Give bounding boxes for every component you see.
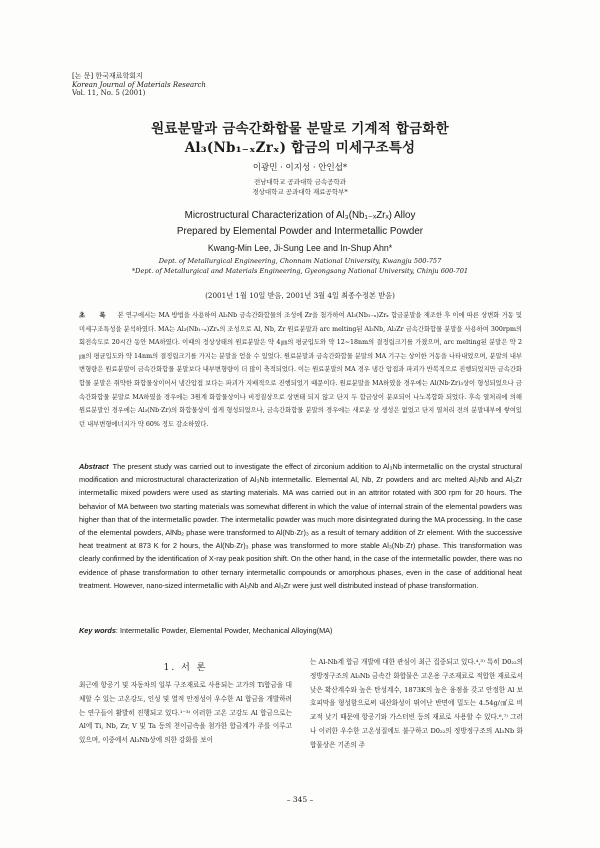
abstract-korean-text: 본 연구에서는 MA 방법을 사용하여 Al₃Nb 금속간화합물의 조성에 Zr을 첨가하여 Al₃(Nb₁₋ₓ)Zrₓ 합금분말을 제조한 후 이에 따른 상변화 거동 및 미세구조특성을 분석하였다. MA는 Al₃(Nb₁₋ₓ)Zrₓ의 조성으로 Al, Nb, Zr 원료분말과 arc melting된 Al₃Nb, Al₃Zr 금속간화합물 분말을 사용하여 300rpm의 회전속도로 20시간 동안 MA하였다. 이때의 정상상태의 원료분말은 약 4㎛의 평균입도와 약 12~18nm의 결정립크기를 가졌으며, arc melting된 분말은 약 2㎛의 평균입도와 약 14nm의 결정립크기를 가지는 분말을 얻을 수 있었다. 원료분말과 금속간화합물 분말의 MA 기구는 상이한 거동을 나타내었으며, 분말의 내부변형량은 원료분말이 금속간화합물 분말보다 내부변형량이 더 많이 축적되었다. 이는 원료분말의 MA 경우 냉간 압접과 파괴가 반복적으로 진행되었지만 금속간화합물 분말은 취약한 화합물상이어서 냉간압접 보다는 파괴가 지배적으로 진행되었기 때문이다. 원료분말을 MA하였을 경우에는 Al(Nb·Zr)₃상이 형성되었으나 금속간화합물 분말로 MA하였을 경우에는 3원계 화합물상이나 비정질상으로 상변태 되지 않고 단지 두 합금상이 분포되어 나노복합화 되었다. 후속 열처리에 의해 원료분말인 경우에는 Al₃(Nb·Zr)의 화합물상이 쉽게 형성되었으나, 금속간화합물 분말의 경우에는 새로운 상 생성은 없었고 단지 열처리 전의 분말내부에 쌓여있던 내부변형에너지가 약 60% 정도 감소하였다. [79,312,523,428]
title-english [0,208,600,240]
journal-name-en: Korean Journal of Materials Research [72,80,206,89]
journal-volume: Vol. 11, No. 5 (2001) [72,89,146,97]
keywords [79,626,522,635]
affiliations-korean [0,177,600,197]
intro-left-column: 최근에 항공기 및 자동차의 일부 구조재료로 사용되는 고가의 Ti합금을 대체할 수 있는 고온강도, 인성 및 열적 안정성이 우수한 Al 합금을 개발하려는 연구들이 활발히 진행되고 있다.¹⁻³⁾ 이러한 고온 고강도 Al 합금으로는 Al에 Ti, Nb, Zr, V 및 Ta 등의 천이금속을 첨가한 합금계가 주를 이루고 있으며, 이중에서 Al₃Nb상에 의한 강화를 보이 [79,681,292,745]
affiliation-en-1: Dept. of Metallurgical Engineering, Chonnam National University, Kwangju 500-757 [158,257,442,265]
authors-english: Kwang-Min Lee, Ji-Sung Lee and In-Shup Ahn* [207,243,393,253]
journal-header [72,72,206,98]
affiliation-ko-2: 경상대학교 공과대학 재료공학부* [252,188,348,196]
title-korean-line1: 원료분말과 금속간화합물 분말로 기계적 합금화한 [151,121,449,137]
abstract-english [79,460,522,592]
title-korean-line2: Al₃(Nb₁₋ₓZrₓ) 합금의 미세구조특성 [184,140,416,156]
title-english-line2: Prepared by Elemental Powder and Intermetallic Powder [176,226,424,237]
abstract-korean [79,309,522,431]
keywords-text: : Intermetallic Powder, Elemental Powder, Mechanical Alloying(MA) [115,626,333,635]
page-number: – 345 – [286,795,314,804]
received-dates: (2001년 1월 10일 받음, 2001년 3월 4일 최종수정본 받음) [205,291,395,300]
affiliations-english [0,256,600,276]
abstract-english-label: Abstract [79,462,109,471]
affiliation-ko-1: 전남대학교 공과대학 금속공학과 [253,178,347,186]
abstract-korean-label: 초 록 [79,312,112,319]
keywords-label: Key words [79,626,116,635]
affiliation-en-2: *Dept. of Metallurgical and Materials Engineering, Gyeongsang National University, Chinju 600-701 [131,267,469,275]
intro-right-column: 는 Al-Nb계 합금 개발에 대한 관심이 최근 집중되고 있다.⁴,⁵⁾ 특히 D0₂₂의 정방정구조의 Al₃Nb 금속간 화합물은 고온용 구조재료로 적합한 재료로서 낮은 확산계수와 높은 탄성계수, 1873K의 높은 융점을 갖고 안정한 Al 보호피막을 형성함으로써 내산화성이 뛰어난 반면에 밀도는 4.54g/㎤로 비교적 낮기 때문에 항공기와 가스터빈 등의 재료로 사용할 수 있다.⁶,⁷⁾ 그러나 이러한 우수한 고온성질에도 불구하고 D0₂₂의 정방정구조의 Al₃Nb 화합물상은 기존의 주 [310,658,523,749]
journal-name-ko: [논 문] 한국재료학회지 [72,72,143,80]
section-title-introduction: 1. 서 론 [163,663,208,673]
authors-korean: 이광민 · 이지성 · 안인섭* [252,163,348,173]
abstract-english-text: The present study was carried out to investigate the effect of zirconium addition to Al₃Nb intermetallic on the crystal structural modification and microstructural characterization of Al₃Nb intermetallic. Elemental Al, Nb, Zr powders and arc melted Al₃Nb and Al₃Zr intermetallic mixed powders were used as starting materials. MA was carried out in an attritor rotated with 300 rpm for 20 hours. The behavior of MA between two starting materials was somewhat different in which the value of internal strain of the elemental powders was higher than that of the intermetallic powder. The intermetallic powder was much more disintegrated during the MA processing. In the case of the elemental powders, AlNb₂ phase were transformed to Al(Nb·Zr)₃ as a result of ternary addition of Zr element. With the successive heat treatment at 873 K for 2 hours, the Al(Nb·Zr)₃ phase was transformed to more stable Al₃(Nb·Zr) phase. This transformation was clearly confirmed by the identification of X-ray peak position shift. On the other hand, in the case of the intermetallic powder, there was no evidence of phase transformation to other ternary intermetallic compounds or amorphous phases, even in the case of additional heat treatment. However, nano-sized intermetallic with Al₃Nb and Al₃Zr were just well distributed instead of phase transformation. [79,462,522,590]
title-english-line1: Microstructural Characterization of Al₃(Nb₁₋ₓZrₓ) Alloy [184,210,416,221]
